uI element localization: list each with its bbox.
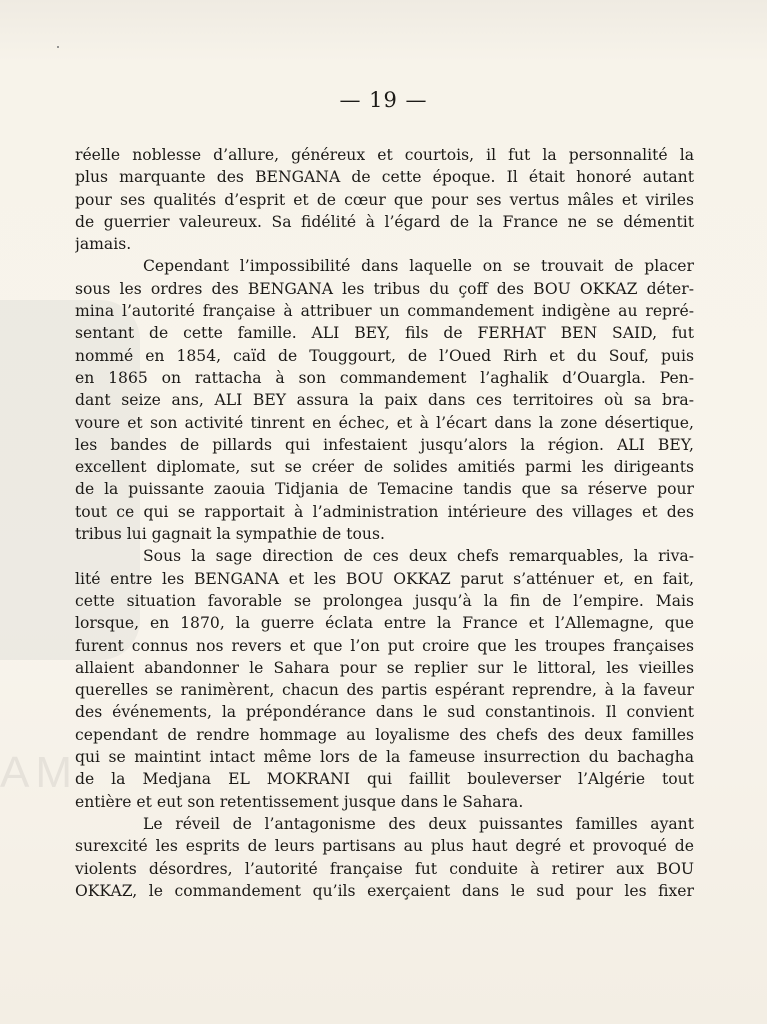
watermark-text: AM	[0, 748, 78, 797]
text-line: Sous la sage direction de ces deux chefs remarquables, la riva-	[143, 547, 694, 566]
text-line: sentant de cette famille. ALI BEY, fils de FERHAT BEN SAID, fut	[75, 324, 694, 343]
text-line: les bandes de pillards qui infestaient jusqu’alors la région. ALI BEY,	[75, 435, 694, 454]
text-line: des événements, la prépondérance dans le sud constantinois. Il convient	[75, 703, 694, 722]
page-number: — 19 —	[339, 88, 428, 112]
text-line: Cependant l’impossibilité dans laquelle on se trouvait de placer	[143, 257, 694, 276]
text-line: entière et eut son retentissement jusque dans le Sahara.	[75, 792, 524, 811]
text-line: tout ce qui se rapportait à l’administration intérieure des villages et des	[75, 502, 694, 521]
text-line: furent connus nos revers et que l’on put croire que les troupes françaises	[75, 636, 694, 655]
text-line: mina l’autorité française à attribuer un commandement indigène au repré-	[75, 302, 694, 321]
text-line: voure et son activité tinrent en échec, et à l’écart dans la zone désertique,	[75, 413, 694, 432]
text-line: de la Medjana EL MOKRANI qui faillit bouleverser l’Algérie tout	[75, 770, 694, 789]
text-line: qui se maintint intact même lors de la fameuse insurrection du bachagha	[75, 748, 694, 767]
text-line: de la puissante zaouia Tidjania de Temacine tandis que sa réserve pour	[75, 480, 694, 499]
text-line: querelles se ranimèrent, chacun des partis espérant reprendre, à la faveur	[75, 681, 694, 700]
text-line: surexcité les esprits de leurs partisans au plus haut degré et provoqué de	[75, 837, 694, 856]
body-text	[75, 144, 694, 902]
text-line: allaient abandonner le Sahara pour se replier sur le littoral, les vieilles	[75, 658, 694, 677]
text-line: excellent diplomate, sut se créer de solides amitiés parmi les dirigeants	[75, 458, 694, 477]
paragraph	[75, 255, 694, 545]
text-line: violents désordres, l’autorité française fut conduite à retirer aux BOU	[75, 859, 694, 878]
text-line: lité entre les BENGANA et les BOU OKKAZ parut s’atténuer et, en fait,	[75, 569, 694, 588]
text-line: plus marquante des BENGANA de cette époque. Il était honoré autant	[75, 168, 694, 187]
text-line: cependant de rendre hommage au loyalisme des chefs des deux familles	[75, 725, 694, 744]
text-line: lorsque, en 1870, la guerre éclata entre la France et l’Allemagne, que	[75, 614, 694, 633]
paragraph	[75, 813, 694, 902]
text-line: tribus lui gagnait la sympathie de tous.	[75, 525, 385, 544]
paragraph	[75, 545, 694, 813]
text-line: Le réveil de l’antagonisme des deux puissantes familles ayant	[143, 814, 694, 833]
text-line: nommé en 1854, caïd de Touggourt, de l’Oued Rirh et du Souf, puis	[75, 346, 694, 365]
paragraph	[75, 144, 694, 255]
paper-speck	[57, 46, 59, 48]
text-line: jamais.	[75, 235, 132, 254]
text-line: réelle noblesse d’allure, généreux et courtois, il fut la personnalité la	[75, 146, 694, 164]
text-line: OKKAZ, le commandement qu’ils exerçaient dans le sud pour les fixer	[75, 881, 694, 900]
text-line: de guerrier valeureux. Sa fidélité à l’égard de la France ne se démentit	[75, 212, 694, 231]
text-line: sous les ordres des BENGANA les tribus du çoff des BOU OKKAZ déter-	[75, 279, 694, 298]
text-line: dant seize ans, ALI BEY assura la paix dans ces territoires où sa bra-	[75, 391, 694, 410]
text-line: pour ses qualités d’esprit et de cœur que pour ses vertus mâles et viriles	[75, 190, 694, 209]
text-line: cette situation favorable se prolongea jusqu’à la fin de l’empire. Mais	[75, 591, 694, 610]
text-line: en 1865 on rattacha à son commandement l’aghalik d’Ouargla. Pen-	[75, 368, 694, 387]
